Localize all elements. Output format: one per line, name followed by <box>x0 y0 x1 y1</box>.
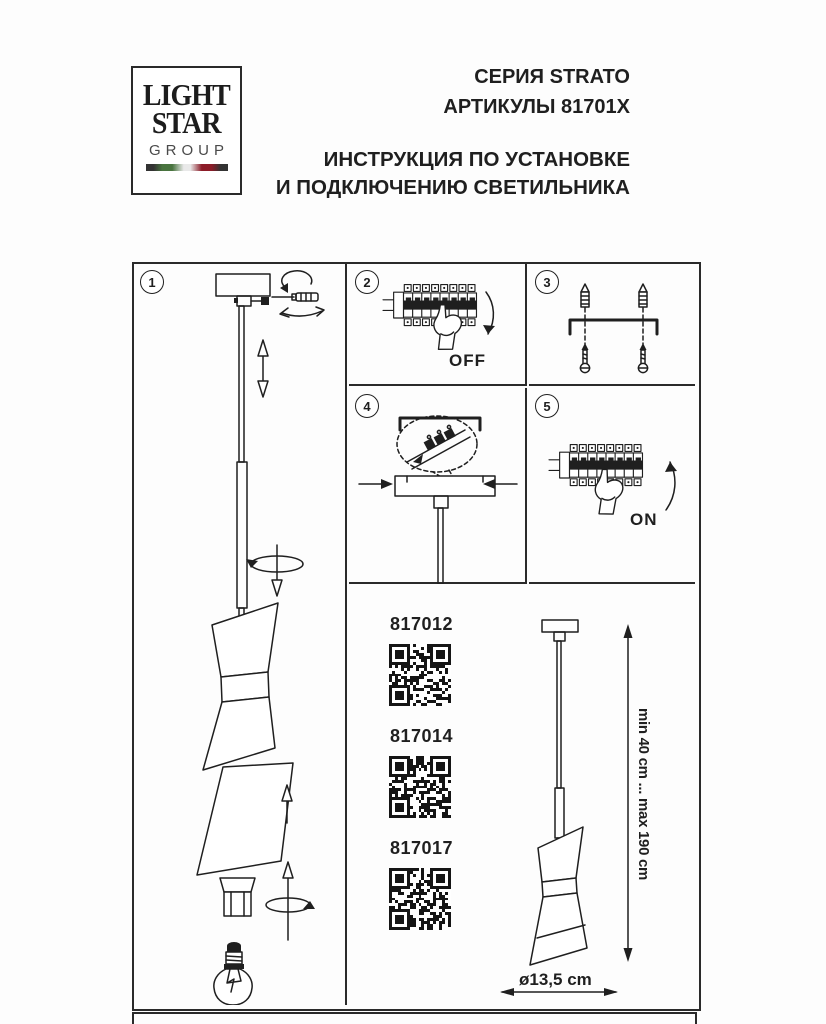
off-label: OFF <box>449 351 486 370</box>
canopy-wiring-diagram <box>349 388 527 584</box>
article-number: 817012 <box>390 614 454 634</box>
breaker-on-diagram <box>529 388 695 584</box>
socket-drawing <box>220 878 255 916</box>
on-label: ON <box>630 510 658 529</box>
next-section-border <box>132 1012 697 1024</box>
title-line-1: ИНСТРУКЦИЯ ПО УСТАНОВКЕ <box>323 148 630 171</box>
rotate-up-arrow-icon <box>266 862 315 940</box>
italian-flag-stripe <box>146 164 228 171</box>
article-numbers: АРТИКУЛЫ 81701X <box>443 96 630 118</box>
anchor-and-screw-icon <box>638 284 647 373</box>
screwdriver-icon <box>272 271 324 317</box>
step-5-panel <box>529 388 695 584</box>
circuit-breaker-icon <box>549 445 642 486</box>
anchor-and-screw-icon <box>580 284 589 373</box>
step-number: 3 <box>535 270 559 294</box>
step-number: 1 <box>140 270 164 294</box>
lightstar-logo <box>131 66 242 195</box>
header-series-block <box>443 62 630 122</box>
logo-word-star: STAR <box>152 105 221 140</box>
diameter-label: ø13,5 cm <box>519 970 592 989</box>
article-number: 817014 <box>390 726 454 746</box>
instruction-grid <box>132 262 701 1011</box>
title-line-2: И ПОДКЛЮЧЕНИЮ СВЕТИЛЬНИКА <box>275 176 630 199</box>
product-info-panel <box>349 586 695 1005</box>
article-number: 817017 <box>390 838 454 858</box>
rotate-down-arrow-icon <box>246 545 303 596</box>
series-name: СЕРИЯ STRATO <box>474 66 630 88</box>
logo-word-light: LIGHT <box>143 77 230 112</box>
step-2-panel <box>349 264 527 386</box>
height-dimension-line <box>624 624 633 962</box>
circuit-breaker-icon <box>383 285 476 326</box>
step-number: 5 <box>535 394 559 418</box>
pendant-assembly-diagram <box>134 264 347 1005</box>
bulb-drawing <box>214 942 252 1005</box>
logo-word-group: GROUP <box>148 142 229 159</box>
header-title-block <box>276 146 630 202</box>
step-number: 4 <box>355 394 379 418</box>
step-1-panel <box>134 264 347 1005</box>
step-4-panel <box>349 388 527 584</box>
height-range-label: min 40 cm ... max 190 cm <box>635 708 652 881</box>
step-number: 2 <box>355 270 379 294</box>
step-3-panel <box>529 264 695 386</box>
up-down-arrow-icon <box>258 340 268 397</box>
